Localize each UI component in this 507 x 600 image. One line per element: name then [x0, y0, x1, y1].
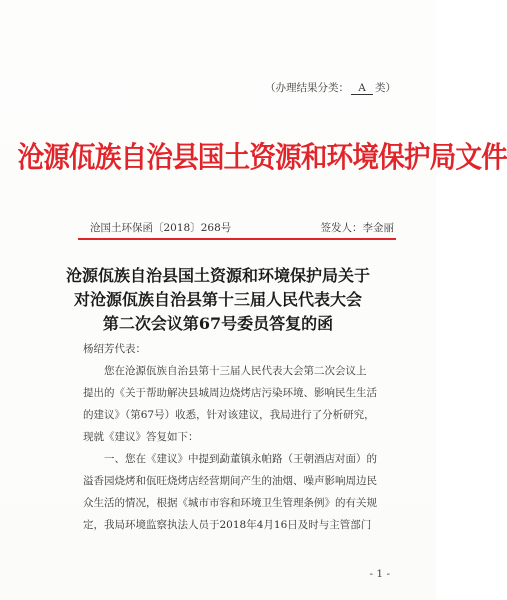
body-line: 定，我局环境监察执法人员于2018年4月16日及时与主管部门 [83, 519, 372, 531]
body-line: 的建议》（第67号）收悉，针对该建议，我局进行了分析研究， [83, 409, 375, 421]
letter-title-line: 对沧源佤族自治县第十三届人民代表大会 [73, 290, 362, 309]
letter-title-line: 第二次会议第67号委员答复的函 [102, 314, 334, 333]
body-line: 众生活的情况，根据《城市市容和环境卫生管理条例》的有关规 [83, 497, 377, 509]
letter-title-line: 沧源佤族自治县国土资源和环境保护局关于 [65, 266, 370, 285]
document-number: 沧国土环保函〔2018〕268号 [90, 222, 232, 234]
page-number: - 1 - [369, 568, 390, 580]
body-line: 溢香园烧烤和佤旺烧烤店经营期间产生的油烟、噪声影响周边民 [83, 475, 377, 487]
body-line: 您在沧源佤族自治县第十三届人民代表大会第二次会议上 [83, 365, 367, 377]
document-header-title: 沧源佤族自治县国土资源和环境保护局文件 [17, 140, 507, 174]
signer: 签发人：李金丽 [320, 222, 394, 234]
classification-prefix: （办理结果分类： [265, 82, 349, 94]
salutation: 杨绍芳代表： [83, 343, 146, 355]
body-line: 一、您在《建议》中提到勐董镇永帕路（王朝酒店对面）的 [83, 453, 377, 465]
classification-value: A [351, 82, 373, 95]
letter-title [0, 264, 436, 336]
body-line: 提出的《关于帮助解决县城周边烧烤店污染环境、影响民生生活 [83, 387, 377, 399]
body-line: 现就《建议》答复如下： [83, 431, 199, 443]
letter-body [83, 338, 401, 536]
classification-suffix: 类） [375, 82, 396, 94]
result-classification [265, 80, 396, 95]
header-divider [78, 238, 396, 240]
